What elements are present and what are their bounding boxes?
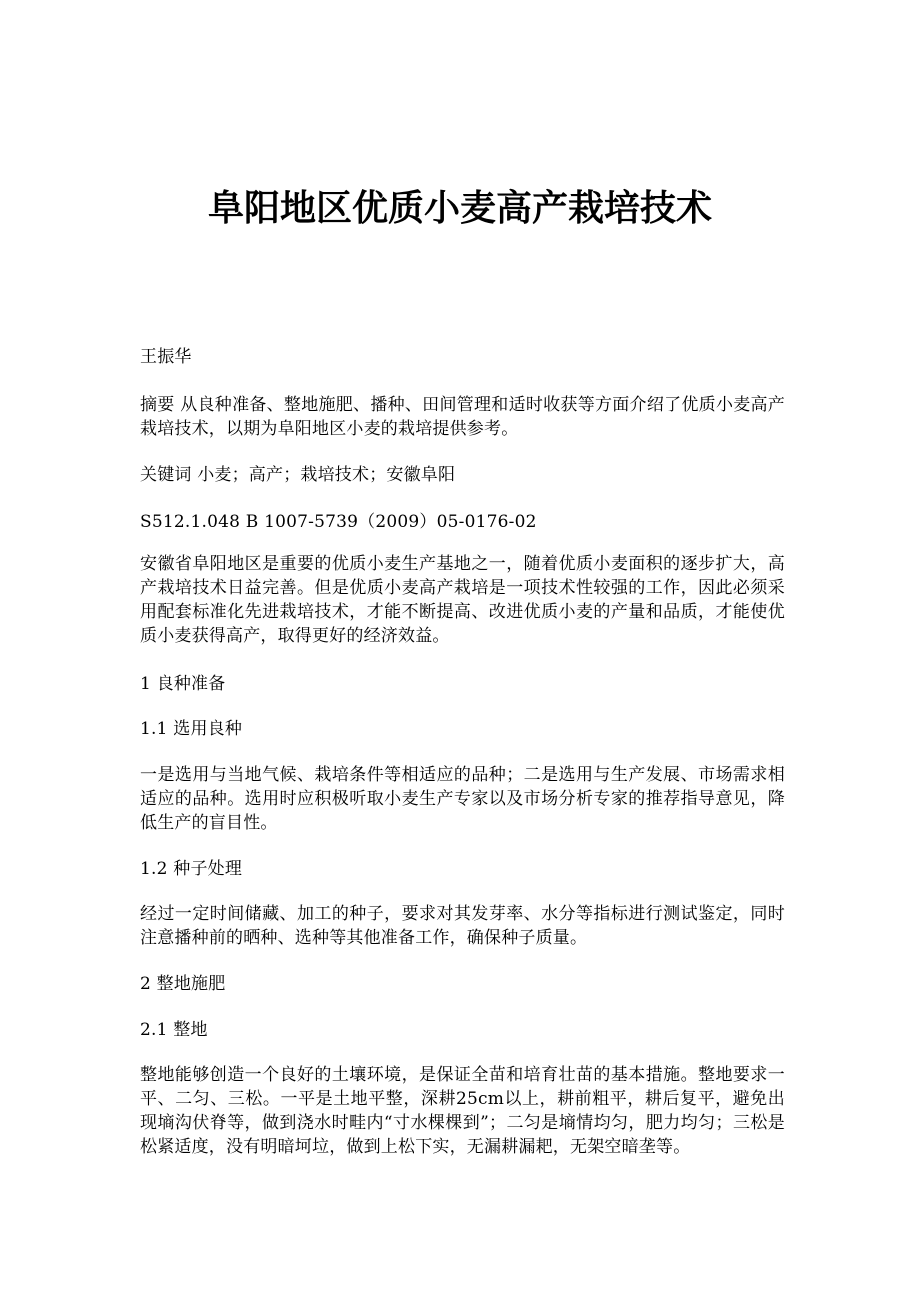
section-1-2-paragraph: 经过一定时间储藏、加工的种子，要求对其发芽率、水分等指标进行测试鉴定，同时注意播种前的晒种、选种等其他准备工作，确保种子质量。 <box>140 904 785 948</box>
section-heading-2-1: 2.1 整地 <box>140 1020 208 1040</box>
intro-paragraph: 安徽省阜阳地区是重要的优质小麦生产基地之一，随着优质小麦面积的逐步扩大，高产栽培技术日益完善。但是优质小麦高产栽培是一项技术性较强的工作，因此必须采用配套标准化先进栽培技术，才能不断提高、改进优质小麦的产量和品质，才能使优质小麦获得高产，取得更好的经济效益。 <box>140 554 785 646</box>
section-heading-1: 1 良种准备 <box>140 674 226 694</box>
section-heading-1-1: 1.1 选用良种 <box>140 719 243 739</box>
section-1-1-paragraph: 一是选用与当地气候、栽培条件等相适应的品种；二是选用与生产发展、市场需求相适应的品种。选用时应积极听取小麦生产专家以及市场分析专家的推荐指导意见，降低生产的盲目性。 <box>140 765 785 833</box>
section-heading-1-2: 1.2 种子处理 <box>140 859 243 879</box>
classification-code: S512.1.048 B 1007-5739（2009）05-0176-02 <box>140 512 537 532</box>
document-title: 阜阳地区优质小麦高产栽培技术 <box>207 187 712 229</box>
abstract: 摘要 从良种准备、整地施肥、播种、田间管理和适时收获等方面介绍了优质小麦高产栽培技术，以期为阜阳地区小麦的栽培提供参考。 <box>140 395 785 439</box>
author-name: 王振华 <box>140 347 192 367</box>
section-heading-2: 2 整地施肥 <box>140 974 226 994</box>
section-2-1-paragraph: 整地能够创造一个良好的土壤环境，是保证全苗和培育壮苗的基本措施。整地要求一平、二匀、三松。一平是土地平整，深耕25cm以上，耕前粗平，耕后复平，避免出现墒沟伏脊等，做到浇水时畦内“寸水棵棵到”；二匀是墒情均匀，肥力均匀；三松是松紧适度，没有明暗坷垃，做到上松下实，无漏耕漏耙，无架空暗垄等。 <box>140 1065 785 1157</box>
keywords: 关键词 小麦；高产；栽培技术；安徽阜阳 <box>140 465 456 485</box>
